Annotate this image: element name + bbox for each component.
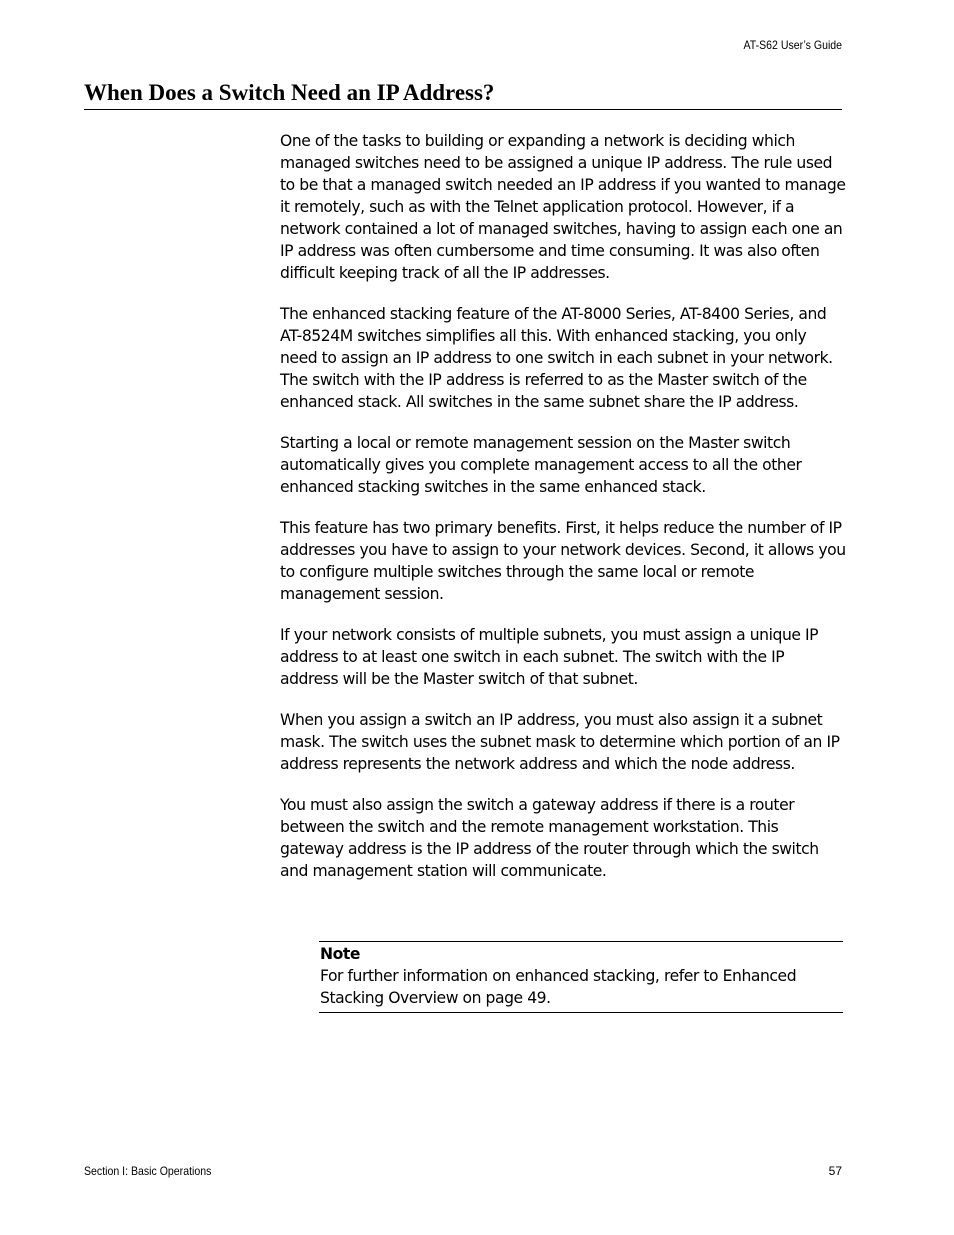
note-box: [319, 941, 843, 1013]
footer-page-number: 57: [828, 1164, 842, 1178]
paragraph-subnet-mask: When you assign a switch an IP address, you must also assign it a subnet mask. The switch uses the subnet mask to determine which portion of an IP address represents the network address and which the node address.: [280, 711, 840, 773]
paragraph-enhanced-stacking: The enhanced stacking feature of the AT-8000 Series, AT-8400 Series, and AT-8524M switches simplifies all this. With enhanced stacking, you only need to assign an IP address to one switch in each subnet in your network. The switch with the IP address is referred to as the Master switch of the enhanced stack. All switches in the same subnet share the IP address.: [280, 305, 833, 411]
paragraph-benefits: This feature has two primary benefits. First, it helps reduce the number of IP addresses you have to assign to your network devices. Second, it allows you to configure multiple switches through the same local or remote management session.: [280, 519, 846, 603]
running-header: AT-S62 User’s Guide: [743, 38, 842, 52]
note-text: For further information on enhanced stacking, refer to Enhanced Stacking Overview on page 49.: [320, 967, 797, 1007]
section-title: When Does a Switch Need an IP Address?: [84, 78, 842, 110]
paragraph-gateway: You must also assign the switch a gateway address if there is a router between the switch and the remote management workstation. This gateway address is the IP address of the router through which the switch and management station will communicate.: [280, 796, 819, 880]
paragraph-master-switch: Starting a local or remote management session on the Master switch automatically gives you complete management access to all the other enhanced stacking switches in the same enhanced stack.: [280, 434, 802, 496]
paragraph-intro: One of the tasks to building or expanding a network is deciding which managed switches need to be assigned a unique IP address. The rule used to be that a managed switch needed an IP address if you wanted to manage it remotely, such as with the Telnet application protocol. However, if a network contained a lot of managed switches, having to assign each one an IP address was often cumbersome and time consuming. It was also often difficult keeping track of all the IP addresses.: [280, 132, 846, 282]
paragraph-multiple-subnets: If your network consists of multiple subnets, you must assign a unique IP address to at least one switch in each subnet. The switch with the IP address will be the Master switch of that subnet.: [280, 626, 819, 688]
body-text: [280, 130, 846, 901]
note-title: Note: [320, 945, 360, 963]
footer-section-label: Section I: Basic Operations: [84, 1164, 212, 1178]
